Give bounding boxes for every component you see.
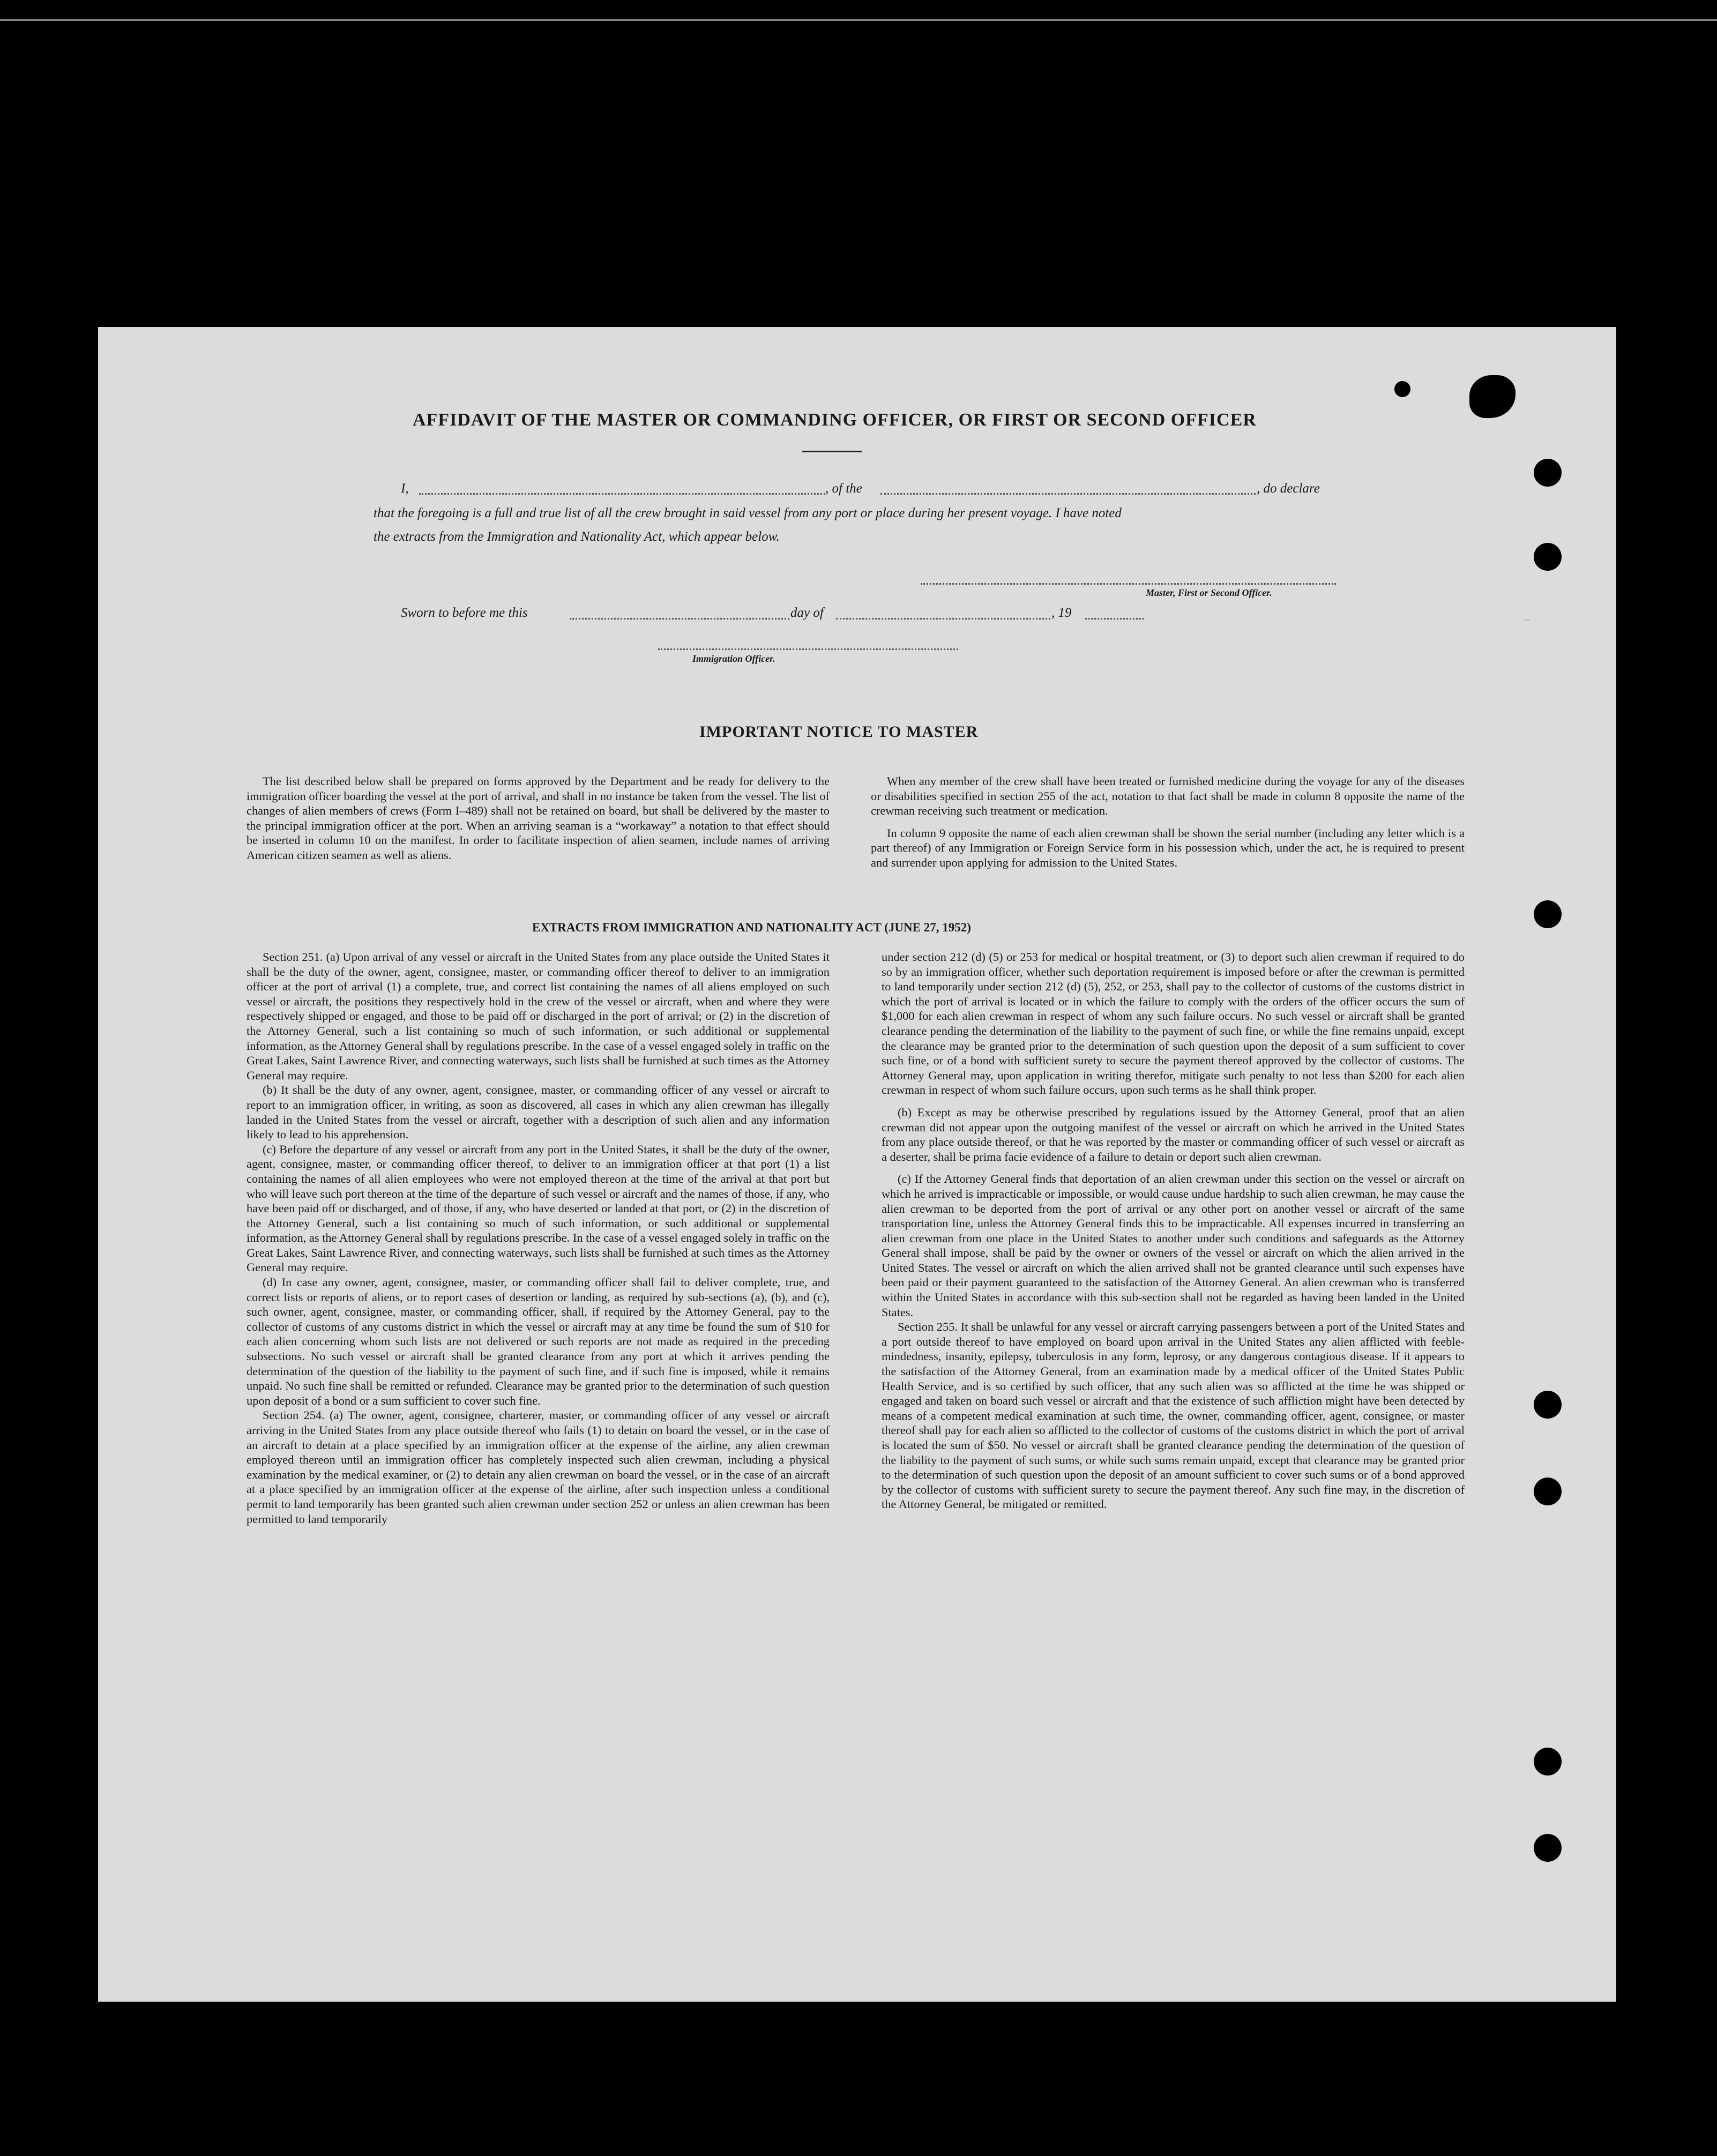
top-border-line (0, 19, 1717, 21)
officer-signature-line (658, 648, 958, 650)
sworn-day-line (570, 618, 789, 620)
notice-paragraph: When any member of the crew shall have been treated or furnished medicine during the voyage for any of the diseases or disabilities specified in section 255 of the act, notation to that fact shall be made in column 8 opposite the name of the crewman receiving such treatment or medication. (871, 774, 1465, 818)
vessel-line (880, 493, 1256, 495)
act-paragraph: Section 255. It shall be unlawful for any vessel or aircraft carrying passengers between a port of the United States and a port outside thereof to have employed on board upon arrival in the United States any alien afflicted with feeble-mindedness, insanity, epilepsy, tuberculosis in any form, leprosy, or any dangerous contagious disease. If it appears to the satisfaction of the Attorney General, from an examination made by a medical officer of the United States Public Health Service, and is so certified by such officer, that any such alien was so afflicted at the time he was shipped or engaged and taken on board such vessel or aircraft and that the existence of such affliction might have been detected by means of a competent medical examination at such time, the owner, commanding officer, agent, consignee, or master thereof shall pay for each alien so afflicted to the collector of customs of the customs district in which the port of arrival is located the sum of $50. No vessel or aircraft shall be granted clearance pending the determination of the question of the liability to the payment of such sums, or while such sums remain unpaid, except that clearance may be granted prior to the determination of such question upon the deposit of an amount sufficient to cover such sums or of a bond approved by the collector of customs with sufficient surety to secure the payment thereof. Any such fine may, in the discretion of the Attorney General, be mitigated or remitted. (882, 1320, 1465, 1511)
punch-hole (1534, 1391, 1562, 1419)
officer-signature-label: Immigration Officer. (692, 653, 775, 664)
act-right-column (882, 950, 1465, 1512)
bleed-through-text: – (1522, 611, 1532, 629)
declaration-i: I, (401, 481, 409, 496)
extracts-title: EXTRACTS FROM IMMIGRATION AND NATIONALITY ACT (JUNE 27, 1952) (532, 921, 971, 934)
declaration-line-3: the extracts from the Immigration and Nationality Act, which appear below. (374, 529, 780, 544)
act-paragraph: Section 251. (a) Upon arrival of any vessel or aircraft in the United States from any place outside the United States it shall be the duty of the owner, agent, consignee, master, or commanding officer thereof to deliver to an immigration officer at the port of arrival (1) a complete, true, and correct list containing the names of all aliens employed on such vessel or aircraft, the positions they respectively hold in the crew of the vessel or aircraft, when and where they were respectively shipped or engaged, and those to be paid off or discharged in the port of arrival; or (2) in the discretion of the Attorney General, such a list containing so much of such information, or such additional or supplemental information, as the Attorney General shall by regulations prescribe. In the case of a vessel engaged solely in traffic on the Great Lakes, Saint Lawrence River, and connecting waterways, such lists shall be furnished at such times as the Attorney General may require. (247, 950, 830, 1082)
punch-hole (1534, 1478, 1562, 1505)
act-paragraph: (d) In case any owner, agent, consignee, master, or commanding officer shall fail to deliver complete, true, and correct lists or reports of aliens, or to report cases of desertion or landing, as required by sub-sections (a), (b), and (c), such owner, agent, consignee, master, or commanding officer, shall, if required by the Attorney General, pay to the collector of customs of any customs district in which the vessel or aircraft may at any time be found the sum of $10 for each alien concerning whom such lists are not delivered or such reports are not made as required in the preceding subsections. No such vessel or aircraft shall be granted clearance from any port at which it arrives pending the determination of the question of the liability to the payment of such fine, and if such fine is imposed, while it remains unpaid. No such fine shall be remitted or refunded. Clearance may be granted prior to the determination of such question upon deposit of a bond or a sum sufficient to cover such fine. (247, 1275, 830, 1407)
punch-hole (1534, 1834, 1562, 1862)
title-rule (802, 451, 862, 452)
notice-title: IMPORTANT NOTICE TO MASTER (699, 723, 979, 741)
declaration-line-2: that the foregoing is a full and true list of all the crew brought in said vessel from any port or place during her present voyage. I have noted (374, 506, 1122, 520)
declaration-of: , of the (825, 481, 862, 496)
act-paragraph: (b) It shall be the duty of any owner, agent, consignee, master, or commanding officer of any vessel or aircraft to report to an immigration officer, in writing, as soon as discovered, all cases in which any alien crewman has illegally landed in the United States from the vessel or aircraft, together with a description of such alien and any information likely to lead to his apprehension. (247, 1083, 830, 1142)
year-line (1085, 618, 1144, 620)
notice-right-column (871, 774, 1465, 870)
notice-paragraph: The list described below shall be prepared on forms approved by the Department and be ready for delivery to the immigration officer boarding the vessel at the port of arrival, and shall in no instance be taken from the vessel. The list of changes of alien members of crews (Form I–489) shall not be retained on board, but shall be delivered by the master to the principal immigration officer at the port. When an arriving seaman is a “workaway” a notation to that effect should be inserted in column 10 on the manifest. In order to facilitate inspection of alien seamen, include names of arriving American citizen seamen as well as aliens. (247, 774, 830, 862)
year-label: , 19 (1051, 606, 1072, 620)
sworn-label: Sworn to before me this (401, 606, 528, 620)
act-left-column (247, 950, 830, 1526)
punch-hole (1534, 543, 1562, 571)
act-paragraph: (c) If the Attorney General finds that deportation of an alien crewman under this section on the vessel or aircraft on which he arrived is impracticable or impossible, or would cause undue hardship to such alien crewman, he may cause the alien crewman to be deported from the port of arrival or any other port on another vessel or aircraft of the same transportation line, unless the Attorney General finds this to be impracticable. All expenses incurred in transferring an alien crewman from one place in the United States to another under such conditions and safeguards as the Attorney General shall impose, shall be paid by the owner or owners of the vessel or aircraft on which the alien arrived in the United States. The vessel or aircraft on which the alien arrived shall not be granted clearance until such expenses have been paid or their payment guaranteed to the satisfaction of the Attorney General. An alien crewman who is transferred within the United States in accordance with this sub-section shall not be regarded as having been landed in the United States. (882, 1172, 1465, 1319)
name-line (419, 493, 825, 495)
notice-paragraph: In column 9 opposite the name of each alien crewman shall be shown the serial number (including any letter which is a part thereof) of any Immigration or Foreign Service form in his possession which, under the act, he is required to present and surrender upon applying for admission to the United States. (871, 826, 1465, 869)
master-signature-label: Master, First or Second Officer. (1146, 587, 1272, 598)
declaration-end: , do declare (1257, 481, 1320, 496)
notice-left-column (247, 774, 830, 863)
act-paragraph: under section 212 (d) (5) or 253 for medical or hospital treatment, or (3) to deport such alien crewman if required to do so by an immigration officer, whether such deportation requirement is imposed before or after the crewman is permitted to land temporarily under section 212 (d) (5), 252, or 253, shall pay to the collector of customs of the customs district in which the port of arrival is located or in which the failure to comply with the orders of the officer occurs the sum of $1,000 for each alien crewman in respect of whom any such failure occurs. No such vessel or aircraft shall be granted clearance pending the determination of the liability to the payment of such fine, or while the fine remains unpaid, except the clearance may be granted prior to the determination of such question upon the deposit of a sum sufficient to cover such fine, or of a bond with sufficient surety to secure the payment thereof approved by the collector of customs. The Attorney General may, upon application in writing therefor, mitigate such penalty to not less than $200 for each alien crewman in respect of whom such failure occurs, upon such terms as he shall think proper. (882, 950, 1465, 1097)
punch-hole (1534, 459, 1562, 487)
master-signature-line (921, 583, 1336, 585)
day-of-label: day of (790, 606, 824, 620)
act-paragraph: Section 254. (a) The owner, agent, consignee, charterer, master, or commanding officer of any vessel or aircraft arriving in the United States from any place outside thereof who fails (1) to detain on board the vessel, or in the case of an aircraft to detain at a place specified by an immigration officer at the expense of the airline, any alien crewman employed thereon until an immigration officer has completely inspected such alien crewman, including a physical examination by the medical examiner, or (2) to detain any alien crewman on board the vessel, or in the case of an aircraft at a place specified by an immigration officer at the expense of the airline, after such inspection unless a conditional permit to land temporarily has been granted such alien crewman under section 252 or unless an alien crewman has been permitted to land temporarily (247, 1408, 830, 1526)
ink-dot (1394, 381, 1410, 397)
punch-hole (1534, 900, 1562, 928)
act-paragraph: (c) Before the departure of any vessel or aircraft from any port in the United States, it shall be the duty of the owner, agent, consignee, master, or commanding officer thereof, to deliver to an immigration officer at that port (1) a list containing the names of all alien employees who were not employed thereon at the time of the arrival at that port but who will leave such port thereon at the time of the departure of such vessel or aircraft and the names of those, if any, who have been paid off or discharged, and of those, if any, who have deserted or landed at that port, or (2) in the discretion of the Attorney General, such a list containing so much of such information, or such additional or supplemental information, as the Attorney General shall by regulations prescribe. In the case of a vessel engaged solely in traffic on the Great Lakes, Saint Lawrence River, and connecting waterways, such lists shall be furnished at such times as the Attorney General may require. (247, 1142, 830, 1274)
act-paragraph: (b) Except as may be otherwise prescribed by regulations issued by the Attorney General, proof that an alien crewman did not appear upon the outgoing manifest of the vessel or aircraft on which he arrived in the United States from any place outside thereof, or that he was reported by the master or commanding officer of such vessel or aircraft as a deserter, shall be prima facie evidence of a failure to detain or deport such alien crewman. (882, 1105, 1465, 1163)
affidavit-title: AFFIDAVIT OF THE MASTER OR COMMANDING OFFICER, OR FIRST OR SECOND OFFICER (413, 410, 1257, 430)
punch-hole (1534, 1748, 1562, 1775)
month-line (836, 618, 1050, 620)
